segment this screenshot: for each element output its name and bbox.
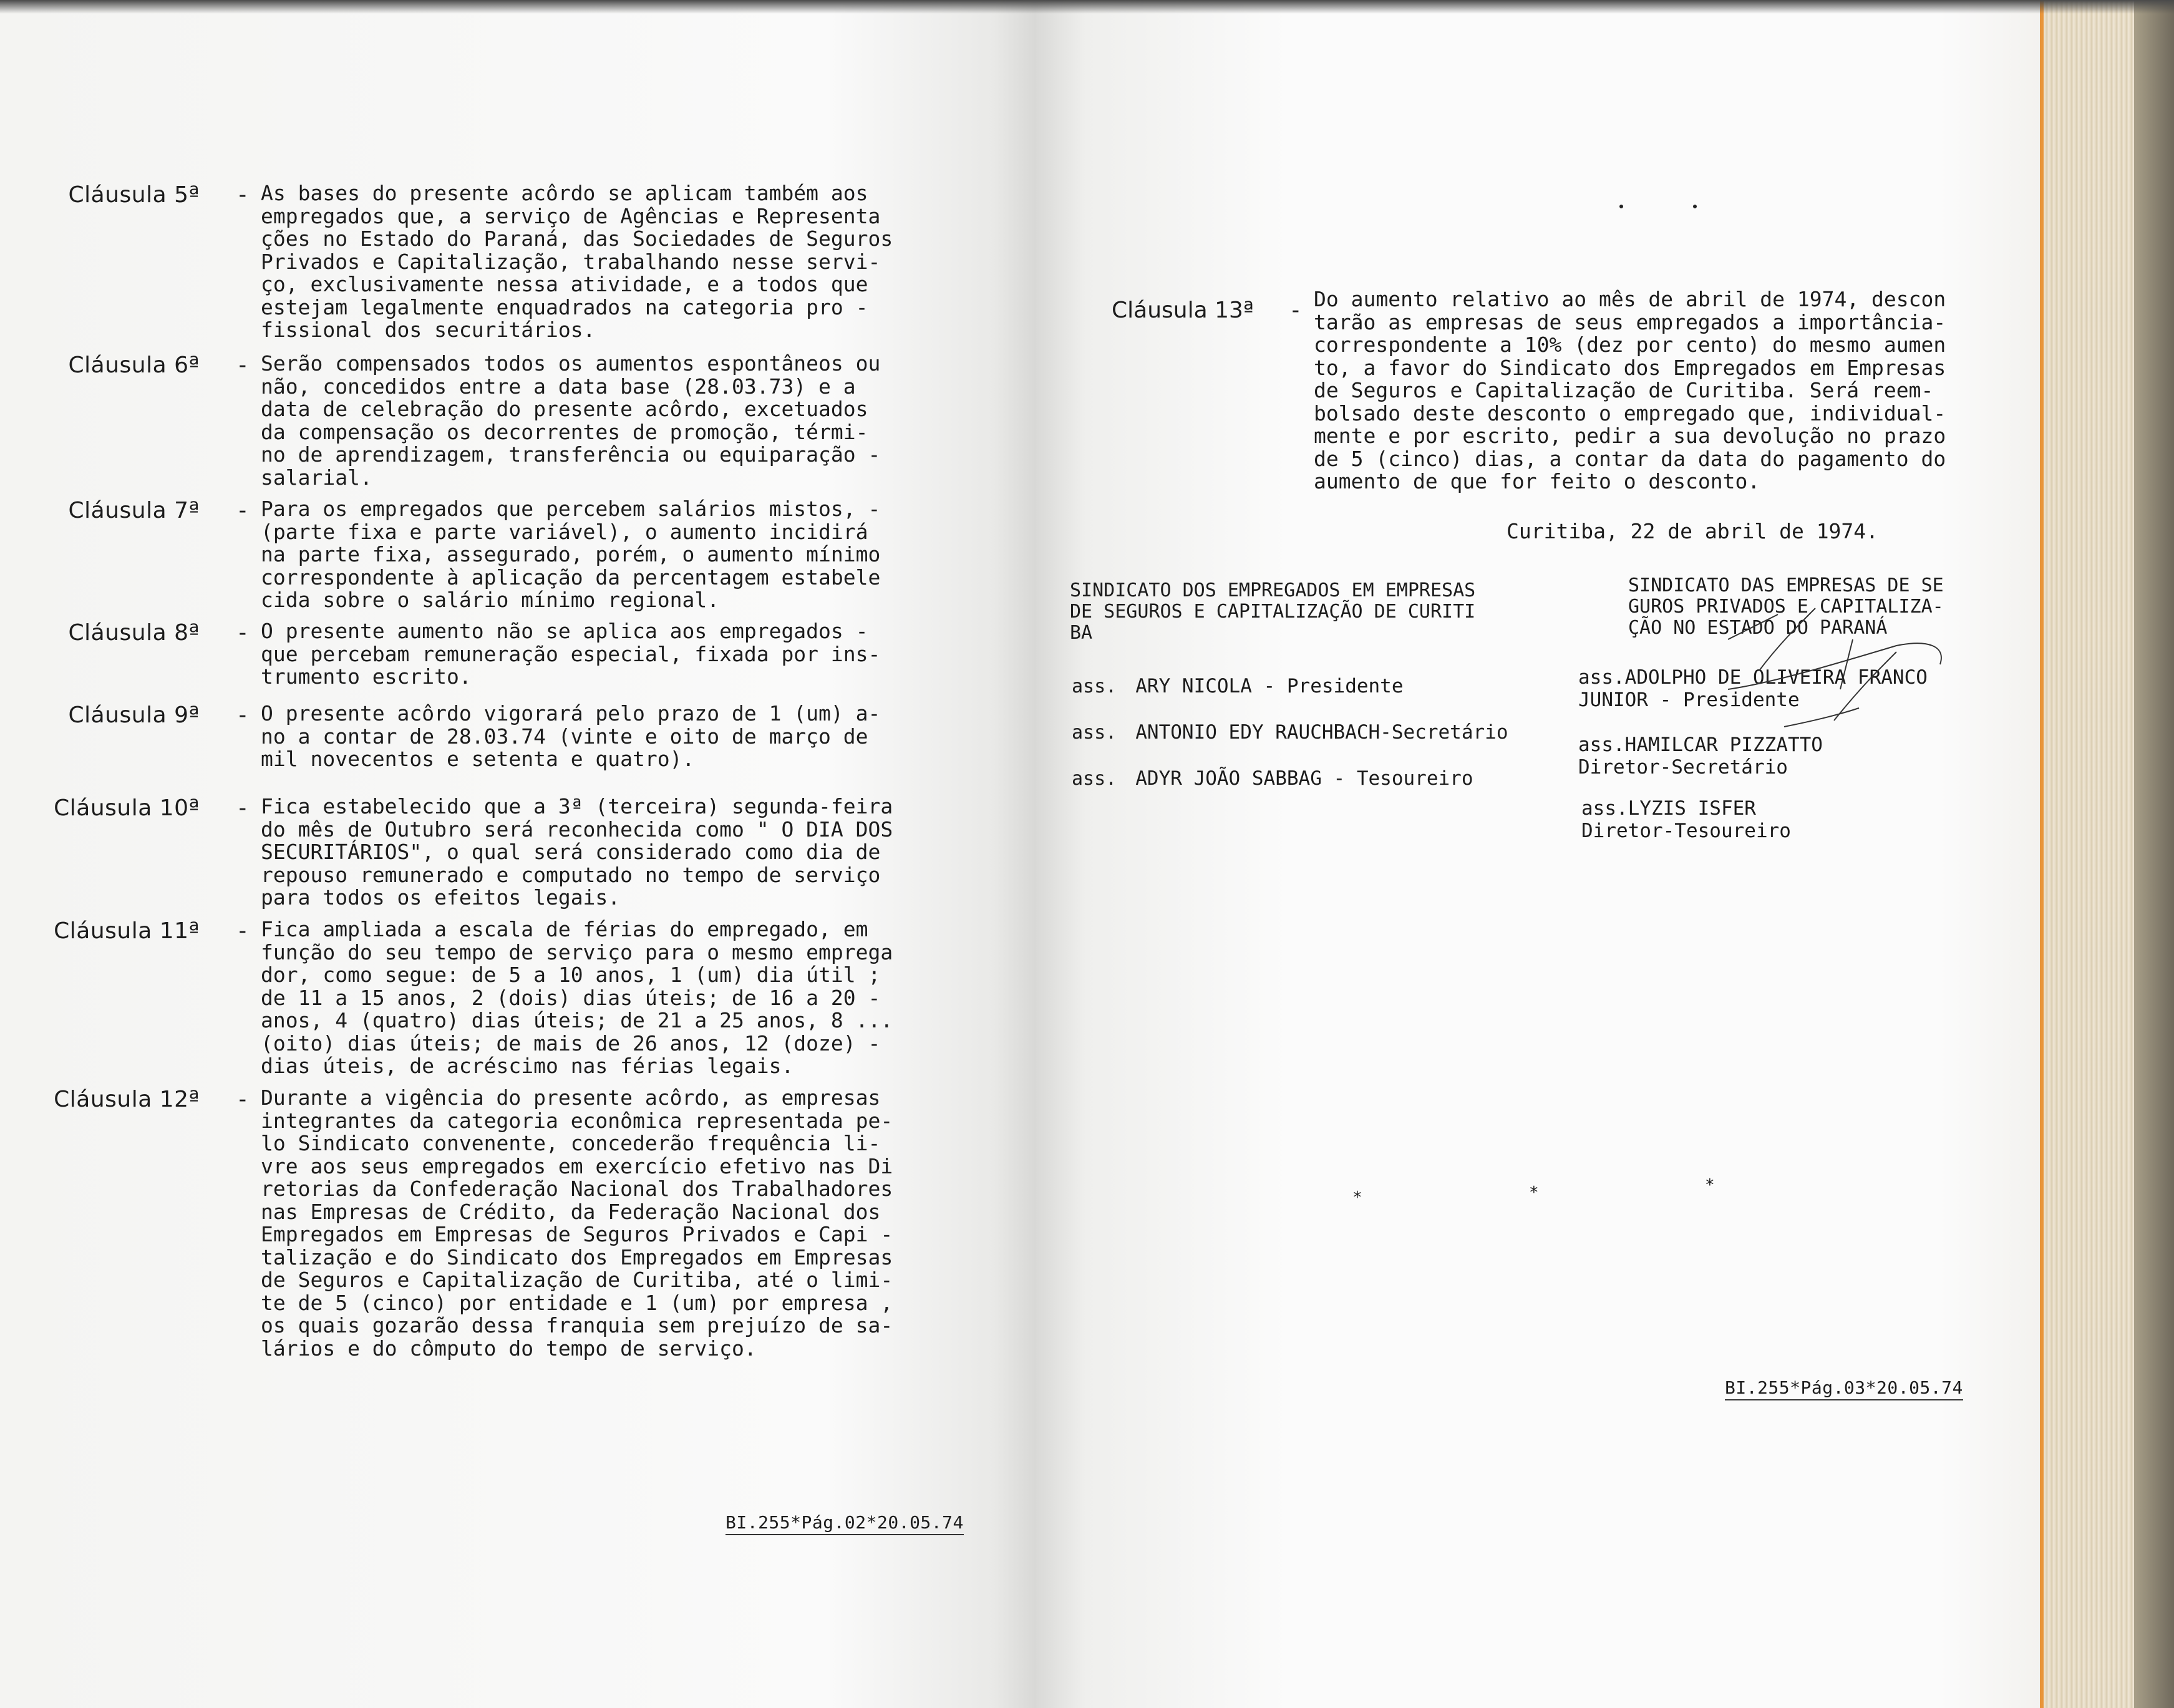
clause-13-text: Do aumento relativo ao mês de abril de 1974, descon tarão as empresas de seus empregados a importância- correspondente a 10% (dez por cento) do mesmo aumen to, a favor do Sindicato dos Empregados em Empresas de Seguros e Capitalização de Curitiba. Será reem- bolsado deste desconto o empregado que, individual- mente e por escrito, pedir a sua devolução no prazo de 5 (cinco) dias, a contar da data do pagamento do aumento de que for feito o desconto. [1314,287,1946,493]
clause-label: Cláusula 6ª [68,352,200,378]
clause-text: Durante a vigência do presente acôrdo, as empresas integrantes da categoria econômica representada pe- lo Sindicato convenente, concederão frequência li- vre aos seus empregados em exercício efetivo nas Di retorias da Confederação Nacional dos Trabalhadores nas Empresas de Crédito, da Federação Nacional dos Empregados em Empresas de Seguros Privados e Capi - talização e do Sindicato dos Empregados em Empresas de Seguros e Capitalização de Curitiba, até o limi- te de 5 (cinco) por entidade e 1 (um) por empresa , os quais gozarão dessa franquia sem prejuízo de sa- lários e do cômputo do tempo de serviço. [261,1085,893,1361]
clause-text: As bases do presente acôrdo se aplicam também aos empregados que, a serviço de Agências e Representa ções no Estado do Paraná, das Sociedades de Seguros Privados e Capitalização, trabalhando nesse servi- ço, exclusivamente nessa atividade, e a todos que estejam legalmente enquadrados na categoria pro - fissional dos securitários. [261,181,893,342]
clause-13-label: Cláusula 13ª [1112,298,1254,323]
signatory-line [1072,675,1404,697]
clause-dash: - [236,1087,250,1112]
clause-dash: - [1289,298,1303,323]
signatory-line [1072,721,1508,744]
page-footer-stamp: BI.255*Pág.03*20.05.74 [1725,1377,1963,1400]
clause-dash: - [236,620,250,646]
clause-text: O presente aumento não se aplica aos empregados - que percebam remuneração especial, fixada por ins- trumento escrito. [261,619,881,689]
clause-text: O presente acôrdo vigorará pelo prazo de 1 (um) a- no a contar de 28.03.74 (vinte e oito de março de mil novecentos e setenta e quatro). [261,701,881,771]
clause-text: Serão compensados todos os aumentos espontâneos ou não, concedidos entre a data base (28.03.73) e a data de celebração do presente acôrdo, excetuados da compensação os decorrentes de promoção, térmi- no de aprendizagem, transferência ou equiparação - salarial. [261,351,881,490]
asterisk: * [1529,1183,1539,1202]
asterisk: * [1352,1188,1362,1207]
handwritten-signature [1634,596,1984,758]
top-binding-shadow [0,0,2174,14]
asterisk: * [1705,1176,1715,1195]
employees-union-name: SINDICATO DOS EMPREGADOS EM EMPRESAS DE SEGUROS E CAPITALIZAÇÃO DE CURITI BA [1070,580,1476,644]
ass-prefix: ass. [1072,768,1117,790]
clause-dash: - [236,702,250,728]
right-page [1036,0,2040,1708]
clause-text: Fica ampliada a escala de férias do empregado, em função do seu tempo de serviço para o mesmo emprega dor, como segue: de 5 a 10 anos, 1 (um) dia útil ; de 11 a 15 anos, 2 (dois) dias úteis; de 16 a 20 - anos, 4 (quatro) dias úteis; de 21 a 25 anos, 8 ... (oito) dias úteis; de mais de 26 anos, 12 (doze) - dias úteis, de acréscimo nas férias legais. [261,917,893,1078]
signatory-block: ass.ADOLPHO DE OLIVEIRA FRANCO JUNIOR - Presidente [1578,666,1928,711]
ass-prefix: ass. [1072,722,1117,744]
clause-dash: - [236,352,250,378]
clause-dash: - [236,182,250,208]
page-footer-stamp: BI.255*Pág.02*20.05.74 [725,1512,964,1535]
clause-dash: - [236,498,250,523]
clause-label: Cláusula 8ª [68,620,200,646]
clause-label: Cláusula 12ª [54,1087,200,1112]
book-page-edges [2040,0,2174,1708]
employers-union-name: SINDICATO DAS EMPRESAS DE SE GUROS PRIVADOS E CAPITALIZA- ÇÃO NO ESTADO DO PARANÁ [1628,575,1944,639]
clause-text: Para os empregados que percebem salários mistos, - (parte fixa e parte variável), o aumento incidirá na parte fixa, assegurado, porém, o aumento mínimo correspondente à aplicação da percentagem estabele cida sobre o salário mínimo regional. [261,497,881,612]
speck [1619,205,1623,208]
signatory-name: ADYR JOÃO SABBAG - Tesoureiro [1135,767,1473,790]
clause-label: Cláusula 9ª [68,702,200,728]
signatory-block: ass.HAMILCAR PIZZATTO Diretor-Secretário [1578,734,1823,779]
date-line: Curitiba, 22 de abril de 1974. [1507,519,1879,543]
speck [1693,205,1697,208]
signatory-block: ass.LYZIS ISFER Diretor-Tesoureiro [1581,797,1791,842]
clause-label: Cláusula 5ª [68,182,200,208]
clause-text: Fica estabelecido que a 3ª (terceira) segunda-feira do mês de Outubro será reconhecida como " O DIA DOS SECURITÁRIOS", o qual será considerado como dia de repouso remunerado e computado no tempo de serviço para todos os efeitos legais. [261,794,893,910]
clause-label: Cláusula 10ª [54,795,200,821]
signatory-name: ARY NICOLA - Presidente [1135,675,1404,697]
signatory-name: ANTONIO EDY RAUCHBACH-Secretário [1135,721,1508,744]
clause-dash: - [236,795,250,821]
signatory-line [1072,767,1473,790]
clause-label: Cláusula 7ª [68,498,200,523]
ass-prefix: ass. [1072,676,1117,697]
clause-dash: - [236,918,250,944]
clause-label: Cláusula 11ª [54,918,200,944]
